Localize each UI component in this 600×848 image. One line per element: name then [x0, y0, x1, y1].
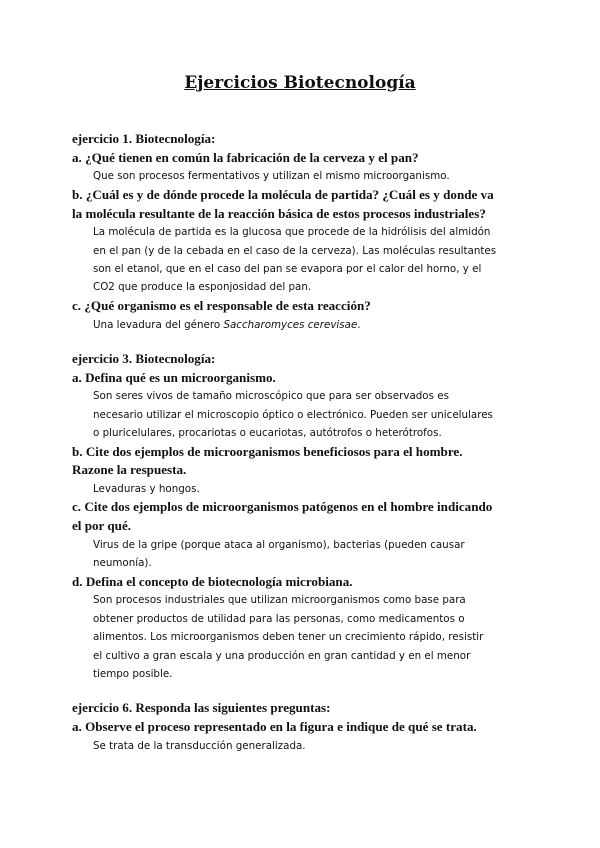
answer: Se trata de la transducción generalizada.: [93, 739, 306, 752]
document-body: [72, 130, 537, 771]
page-title: Ejercicios Biotecnología: [184, 73, 416, 93]
answer-suffix: .: [357, 318, 361, 331]
exercise-heading: ejercicio 3. Biotecnología:: [72, 350, 216, 366]
answer: Que son procesos fermentativos y utilizan el mismo microorganismo.: [93, 170, 450, 183]
answer: Virus de la gripe (porque ataca al organismo), bacterias (pueden causar neumonía).: [93, 538, 465, 570]
answer: Son seres vivos de tamaño microscópico que para ser observados es necesario utilizar el microscopio óptico o electrónico. Pueden ser unicelulares o pluricelulares, procariotas o eucariotas, autótrofos o heterótrofos.: [93, 390, 493, 440]
question: d. Defina el concepto de biotecnología microbiana.: [72, 573, 353, 589]
question: c. Cite dos ejemplos de microorganismos patógenos en el hombre indicando el por qué.: [72, 499, 493, 534]
exercise-6: [72, 699, 537, 755]
answer-prefix: Una levadura del género: [93, 318, 224, 331]
question: c. ¿Qué organismo es el responsable de esta reacción?: [72, 297, 371, 313]
exercise-3: [72, 350, 537, 683]
question: b. Cite dos ejemplos de microorganismos beneficiosos para el hombre. Razone la respuesta.: [72, 443, 463, 478]
answer: Son procesos industriales que utilizan microorganismos como base para obtener productos de utilidad para las personas, como medicamentos o alimentos. Los microorganismos deben tener un crecimiento rápido, resistir el cultivo a gran escala y una producción en gran cantidad y en el menor tiempo posible.: [93, 594, 484, 680]
answer: La molécula de partida es la glucosa que procede de la hidrólisis del almidón en el pan (y de la cebada en el caso de la cerveza). Las moléculas resultantes son el etanol, que en el caso del pan se evapora por el calor del horno, y el CO2 que produce la esponjosidad del pan.: [93, 226, 497, 294]
exercise-heading: ejercicio 1. Biotecnología:: [72, 131, 216, 146]
question: a. Observe el proceso representado en la figura e indique de qué se trata.: [72, 719, 477, 735]
question: b. ¿Cuál es y de dónde procede la molécula de partida? ¿Cuál es y donde va la molécula resultante de la reacción básica de estos procesos industriales?: [72, 186, 494, 221]
question: a. Defina qué es un microorganismo.: [72, 369, 276, 385]
answer: Levaduras y hongos.: [93, 482, 200, 495]
question: a. ¿Qué tienen en común la fabricación de la cerveza y el pan?: [72, 149, 419, 165]
exercise-heading: ejercicio 6. Responda las siguientes preguntas:: [72, 700, 331, 716]
answer: [72, 316, 537, 334]
species-name: Saccharomyces cerevisae: [223, 318, 358, 331]
exercise-1: [72, 130, 537, 334]
